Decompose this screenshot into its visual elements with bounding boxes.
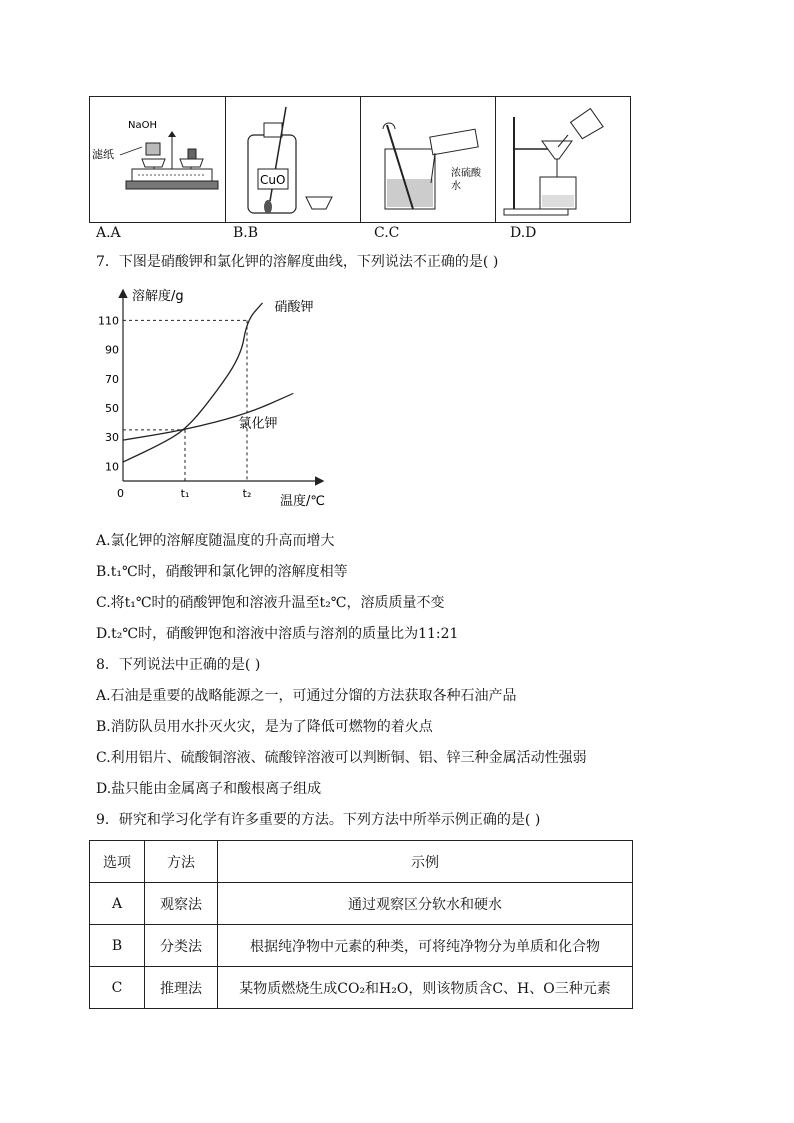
y-tick-label: 30 <box>105 431 119 445</box>
row-example: 某物质燃烧生成CO₂和H₂O，则该物质含C、H、O三种元素 <box>218 967 633 1009</box>
balance-illustration <box>90 97 225 222</box>
y-tick-label: 110 <box>98 314 119 328</box>
q8-option-a: A.石油是重要的战略能源之一，可通过分馏的方法获取各种石油产品 <box>96 688 517 704</box>
filtration-illustration <box>496 97 630 222</box>
image-cell-c <box>360 96 496 223</box>
series-label-0: 硝酸钾 <box>274 299 314 315</box>
y-axis-label: 溶解度/g <box>132 289 184 304</box>
q7-stem: 7．下图是硝酸钾和氯化钾的溶解度曲线，下列说法不正确的是( ) <box>96 254 499 270</box>
image-cell-d <box>495 96 631 223</box>
q7-option-a: A.氯化钾的溶解度随温度的升高而增大 <box>96 533 335 549</box>
q8-option-c: C.利用铝片、硫酸铜溶液、硫酸锌溶液可以判断铜、铝、锌三种金属活动性强弱 <box>96 750 587 766</box>
y-tick-label: 90 <box>105 343 119 357</box>
image-cell-b <box>225 96 361 223</box>
table-header-row <box>90 841 633 883</box>
y-tick-label: 50 <box>105 402 119 415</box>
row-method: 推理法 <box>145 967 218 1009</box>
q8-stem: 8．下列说法中正确的是( ) <box>96 657 261 673</box>
solubility-chart <box>90 283 350 515</box>
x-tick-label: t₂ <box>242 487 252 500</box>
table-row <box>90 925 633 967</box>
row-option: B <box>90 925 145 967</box>
header-option: 选项 <box>90 841 145 883</box>
q8-option-b: B.消防队员用水扑灭火灾，是为了降低可燃物的着火点 <box>96 719 433 735</box>
x-ticks <box>181 487 252 500</box>
curves <box>123 299 314 462</box>
row-example: 根据纯净物中元素的种类，可将纯净物分为单质和化合物 <box>218 925 633 967</box>
q6-option-b: B.B <box>233 225 259 241</box>
svg-text:CuO: CuO <box>260 173 286 187</box>
row-option: C <box>90 967 145 1009</box>
y-tick-label: 10 <box>105 460 119 474</box>
guide-lines <box>123 320 247 481</box>
row-method: 分类法 <box>145 925 218 967</box>
q7-option-c: C.将t₁℃时的硝酸钾饱和溶液升温至t₂℃，溶质质量不变 <box>96 595 445 611</box>
cuo-bottle-illustration <box>226 97 360 222</box>
row-method: 观察法 <box>145 883 218 925</box>
q7-option-b: B.t₁℃时，硝酸钾和氯化钾的溶解度相等 <box>96 564 348 580</box>
svg-text:水: 水 <box>451 181 461 192</box>
q8-option-d: D.盐只能由金属离子和酸根离子组成 <box>96 781 322 797</box>
image-cell-a <box>89 96 226 223</box>
series-label-1: 氯化钾 <box>238 416 278 432</box>
q6-option-a: A.A <box>96 225 121 241</box>
x-tick-label: t₁ <box>180 487 190 500</box>
y-tick-label: 70 <box>105 372 119 386</box>
series-line-0 <box>123 303 263 462</box>
header-method: 方法 <box>145 841 218 883</box>
row-example: 通过观察区分软水和硬水 <box>218 883 633 925</box>
svg-text:浓硫酸: 浓硫酸 <box>451 168 481 179</box>
q6-option-d: D.D <box>510 225 537 241</box>
x-axis-label: 温度/℃ <box>280 494 325 509</box>
table-row <box>90 883 633 925</box>
q9-stem: 9．研究和学习化学有许多重要的方法。下列方法中所举示例正确的是( ) <box>96 812 541 828</box>
y-ticks <box>98 314 119 473</box>
origin-label: 0 <box>117 487 124 500</box>
row-option: A <box>90 883 145 925</box>
q9-table <box>89 840 633 1009</box>
svg-text:滤纸: 滤纸 <box>92 148 114 161</box>
dilution-illustration <box>361 97 495 222</box>
q6-option-c: C.C <box>374 225 400 241</box>
table-row <box>90 967 633 1009</box>
header-example: 示例 <box>218 841 633 883</box>
q7-option-d: D.t₂℃时，硝酸钾饱和溶液中溶质与溶剂的质量比为11:21 <box>96 626 459 642</box>
svg-text:NaOH: NaOH <box>128 120 157 131</box>
